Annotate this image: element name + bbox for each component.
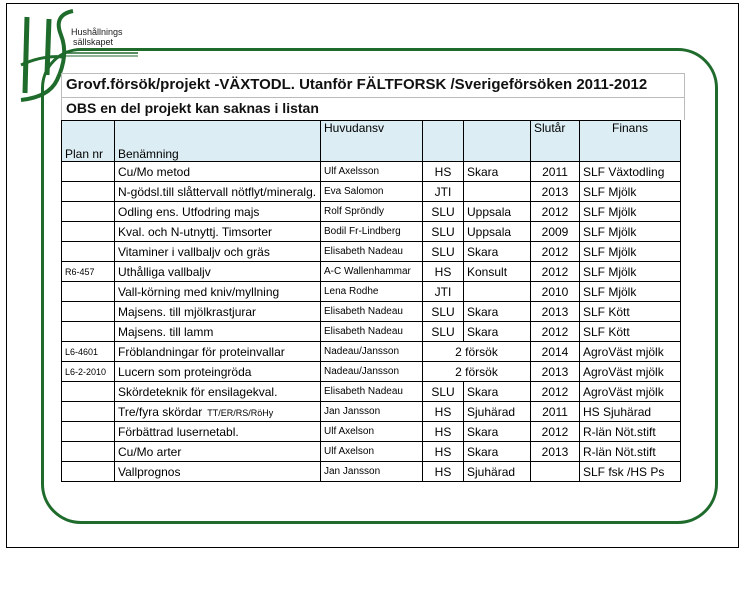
finans-cell: AgroVäst mjölk bbox=[580, 362, 681, 382]
header-huvudansv: Huvudansv bbox=[321, 121, 423, 162]
benamning-text: Vall-körning med kniv/myllning bbox=[118, 284, 280, 299]
slutar-cell: 2012 bbox=[531, 382, 580, 402]
header-plan: Plan nr bbox=[62, 121, 115, 162]
huvudansv-cell: Elisabeth Nadeau bbox=[321, 322, 423, 342]
plan-nr-cell bbox=[62, 382, 115, 402]
forsok-cell: 2 försök bbox=[423, 362, 531, 382]
slutar-cell: 2014 bbox=[531, 342, 580, 362]
table-row bbox=[62, 262, 681, 282]
benamning-cell bbox=[115, 182, 321, 202]
benamning-text: Majsens. till mjölkrastjurar bbox=[118, 304, 257, 319]
finans-cell: SLF Mjölk bbox=[580, 242, 681, 262]
ort-cell: Skara bbox=[464, 242, 531, 262]
table-row bbox=[62, 162, 681, 182]
slutar-cell: 2013 bbox=[531, 182, 580, 202]
finans-cell: AgroVäst mjölk bbox=[580, 342, 681, 362]
benamning-text: Cu/Mo arter bbox=[118, 444, 182, 459]
huvudansv-cell: Jan Jansson bbox=[321, 402, 423, 422]
finans-cell: SLF Mjölk bbox=[580, 222, 681, 242]
benamning-text: Odling ens. Utfodring majs bbox=[118, 204, 260, 219]
table-body bbox=[62, 162, 681, 482]
plan-nr-cell bbox=[62, 162, 115, 182]
table-row bbox=[62, 342, 681, 362]
huvudansv-cell: Nadeau/Jansson bbox=[321, 342, 423, 362]
header-benamning: Benämning bbox=[115, 121, 321, 162]
table-row bbox=[62, 382, 681, 402]
slutar-cell: 2013 bbox=[531, 302, 580, 322]
table-row bbox=[62, 222, 681, 242]
ort-cell: Sjuhärad bbox=[464, 462, 531, 482]
logo-text-line1: Hushållnings bbox=[71, 27, 123, 37]
table-row bbox=[62, 322, 681, 342]
benamning-cell bbox=[115, 362, 321, 382]
ort-cell bbox=[464, 182, 531, 202]
table-row bbox=[62, 182, 681, 202]
benamning-text: Skördeteknik för ensilagekval. bbox=[118, 384, 278, 399]
finans-cell: SLF Mjölk bbox=[580, 262, 681, 282]
huvudansv-cell: Elisabeth Nadeau bbox=[321, 242, 423, 262]
header-slutar: Slutår bbox=[531, 121, 580, 162]
huvudansv-cell: Lena Rodhe bbox=[321, 282, 423, 302]
plan-nr-cell bbox=[62, 322, 115, 342]
finans-cell: HS Sjuhärad bbox=[580, 402, 681, 422]
slutar-cell: 2012 bbox=[531, 202, 580, 222]
org-cell: HS bbox=[423, 162, 464, 182]
benamning-cell bbox=[115, 382, 321, 402]
table-header-row bbox=[62, 121, 681, 162]
finans-cell: SLF Mjölk bbox=[580, 202, 681, 222]
slutar-cell: 2012 bbox=[531, 422, 580, 442]
ort-cell: Uppsala bbox=[464, 202, 531, 222]
plan-nr-cell bbox=[62, 462, 115, 482]
header-ort bbox=[464, 121, 531, 162]
title-row bbox=[61, 73, 685, 98]
page-title: Grovf.försök/projekt -VÄXTODL. Utanför FÄLTFORSK /Sverigeförsöken 2011-2012 bbox=[66, 76, 648, 93]
table-row bbox=[62, 302, 681, 322]
logo-text-line2: sällskapet bbox=[73, 37, 114, 47]
plan-nr-cell bbox=[62, 182, 115, 202]
slide bbox=[6, 3, 739, 548]
huvudansv-cell: Nadeau/Jansson bbox=[321, 362, 423, 382]
org-cell: SLU bbox=[423, 222, 464, 242]
finans-cell: R-län Nöt.stift bbox=[580, 442, 681, 462]
page-subtitle: OBS en del projekt kan saknas i listan bbox=[66, 100, 319, 116]
huvudansv-cell: Ulf Axelson bbox=[321, 422, 423, 442]
finans-cell: SLF Växtodling bbox=[580, 162, 681, 182]
benamning-cell bbox=[115, 322, 321, 342]
finans-cell: SLF fsk /HS Ps bbox=[580, 462, 681, 482]
subtitle-row bbox=[61, 98, 685, 120]
table-row bbox=[62, 422, 681, 442]
org-cell: JTI bbox=[423, 182, 464, 202]
table-row bbox=[62, 462, 681, 482]
benamning-text: Förbättrad lusernetabl. bbox=[118, 424, 239, 439]
huvudansv-cell: Jan Jansson bbox=[321, 462, 423, 482]
plan-nr-cell bbox=[62, 202, 115, 222]
benamning-cell bbox=[115, 302, 321, 322]
table-row bbox=[62, 362, 681, 382]
slutar-cell: 2011 bbox=[531, 162, 580, 182]
plan-nr-cell bbox=[62, 442, 115, 462]
benamning-cell bbox=[115, 242, 321, 262]
ort-cell: Skara bbox=[464, 422, 531, 442]
benamning-cell bbox=[115, 262, 321, 282]
plan-nr-cell: R6-457 bbox=[62, 262, 115, 282]
plan-nr-cell bbox=[62, 422, 115, 442]
forsok-cell: 2 försök bbox=[423, 342, 531, 362]
org-cell: SLU bbox=[423, 302, 464, 322]
huvudansv-cell: Elisabeth Nadeau bbox=[321, 302, 423, 322]
plan-nr-cell: L6-2-2010 bbox=[62, 362, 115, 382]
slutar-cell bbox=[531, 462, 580, 482]
org-cell: SLU bbox=[423, 382, 464, 402]
slutar-cell: 2013 bbox=[531, 442, 580, 462]
header-org bbox=[423, 121, 464, 162]
huvudansv-cell: Bodil Fr-Lindberg bbox=[321, 222, 423, 242]
ort-cell: Skara bbox=[464, 322, 531, 342]
benamning-note: TT/ER/RS/RöHy bbox=[207, 407, 274, 418]
plan-nr-cell bbox=[62, 282, 115, 302]
benamning-text: Vitaminer i vallbaljv och gräs bbox=[118, 244, 270, 259]
huvudansv-cell: Ulf Axelson bbox=[321, 442, 423, 462]
huvudansv-cell: A-C Wallenhammar bbox=[321, 262, 423, 282]
org-cell: HS bbox=[423, 402, 464, 422]
benamning-cell bbox=[115, 222, 321, 242]
org-cell: JTI bbox=[423, 282, 464, 302]
benamning-text: Uthålliga vallbaljv bbox=[118, 264, 211, 279]
benamning-cell bbox=[115, 442, 321, 462]
ort-cell: Skara bbox=[464, 442, 531, 462]
benamning-cell bbox=[115, 282, 321, 302]
finans-cell: R-län Nöt.stift bbox=[580, 422, 681, 442]
benamning-cell bbox=[115, 162, 321, 182]
benamning-text: N-gödsl.till slåttervall nötflyt/mineralg. bbox=[118, 184, 317, 199]
benamning-cell bbox=[115, 202, 321, 222]
slutar-cell: 2010 bbox=[531, 282, 580, 302]
benamning-text: Cu/Mo metod bbox=[118, 164, 191, 179]
finans-cell: SLF Kött bbox=[580, 302, 681, 322]
finans-cell: AgroVäst mjölk bbox=[580, 382, 681, 402]
table-row bbox=[62, 442, 681, 462]
ort-cell: Skara bbox=[464, 162, 531, 182]
projects-table bbox=[61, 120, 681, 482]
benamning-text: Kval. och N-utnyttj. Timsorter bbox=[118, 224, 273, 239]
table-row bbox=[62, 202, 681, 222]
benamning-text: Majsens. till lamm bbox=[118, 324, 214, 339]
org-cell: HS bbox=[423, 462, 464, 482]
benamning-text: Tre/fyra skördar bbox=[118, 404, 203, 419]
benamning-cell bbox=[115, 402, 321, 422]
benamning-text: Fröblandningar för proteinvallar bbox=[118, 344, 285, 359]
finans-cell: SLF Mjölk bbox=[580, 182, 681, 202]
ort-cell: Sjuhärad bbox=[464, 402, 531, 422]
finans-cell: SLF Kött bbox=[580, 322, 681, 342]
slutar-cell: 2012 bbox=[531, 242, 580, 262]
org-cell: SLU bbox=[423, 322, 464, 342]
org-cell: HS bbox=[423, 422, 464, 442]
benamning-cell bbox=[115, 462, 321, 482]
org-cell: SLU bbox=[423, 202, 464, 222]
table-row bbox=[62, 282, 681, 302]
slutar-cell: 2009 bbox=[531, 222, 580, 242]
huvudansv-cell: Eva Salomon bbox=[321, 182, 423, 202]
huvudansv-cell: Ulf Axelsson bbox=[321, 162, 423, 182]
finans-cell: SLF Mjölk bbox=[580, 282, 681, 302]
benamning-cell bbox=[115, 342, 321, 362]
table-row bbox=[62, 242, 681, 262]
plan-nr-cell bbox=[62, 302, 115, 322]
org-cell: HS bbox=[423, 262, 464, 282]
plan-nr-cell bbox=[62, 402, 115, 422]
huvudansv-cell: Elisabeth Nadeau bbox=[321, 382, 423, 402]
ort-cell: Skara bbox=[464, 382, 531, 402]
benamning-cell bbox=[115, 422, 321, 442]
header-finans: Finans bbox=[580, 121, 681, 162]
plan-nr-cell: L6-4601 bbox=[62, 342, 115, 362]
benamning-text: Vallprognos bbox=[118, 464, 181, 479]
slutar-cell: 2011 bbox=[531, 402, 580, 422]
ort-cell bbox=[464, 282, 531, 302]
slutar-cell: 2013 bbox=[531, 362, 580, 382]
org-cell: SLU bbox=[423, 242, 464, 262]
slutar-cell: 2012 bbox=[531, 322, 580, 342]
huvudansv-cell: Rolf Spröndly bbox=[321, 202, 423, 222]
benamning-text: Lucern som proteingröda bbox=[118, 364, 252, 379]
plan-nr-cell bbox=[62, 222, 115, 242]
ort-cell: Uppsala bbox=[464, 222, 531, 242]
ort-cell: Konsult bbox=[464, 262, 531, 282]
slutar-cell: 2012 bbox=[531, 262, 580, 282]
ort-cell: Skara bbox=[464, 302, 531, 322]
plan-nr-cell bbox=[62, 242, 115, 262]
table-row bbox=[62, 402, 681, 422]
org-cell: HS bbox=[423, 442, 464, 462]
